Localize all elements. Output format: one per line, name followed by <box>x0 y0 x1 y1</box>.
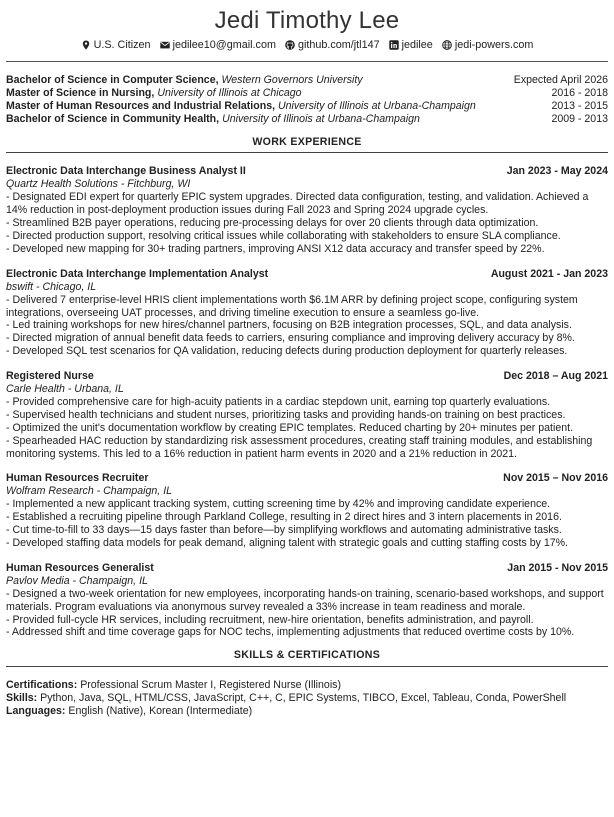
resume-name: Jedi Timothy Lee <box>214 7 400 34</box>
job-bullet: - Cut time-to-fill to 33 days—15 days faster than before—by simplifying workflows and automating administrative tasks. <box>6 524 562 537</box>
work-divider <box>6 152 608 153</box>
resume-page <box>0 8 614 817</box>
job-bullet: - Addressed shift and time coverage gaps for NOC techs, implementing adjustments that reduced overtime costs by 10%. <box>6 626 575 639</box>
location-icon <box>81 40 91 50</box>
job-bullet: - Led training workshops for new hires/channel partners, focusing on B2B integration processes, SQL, and data analysis. <box>6 319 572 332</box>
job-bullet: - Spearheaded HAC reduction by standardizing risk assessment procedures, creating staff training modules, and establishing monitoring systems. This led to a 16% reduction in patient harm events in 2020 and a 21% reduction in 2021. <box>6 434 593 460</box>
skills-row: Certifications: Professional Scrum Master I, Registered Nurse (Illinois) <box>6 679 341 692</box>
education-section <box>6 74 608 126</box>
skills-divider <box>6 666 608 667</box>
contact-github[interactable]: github.com/jtl147 <box>285 39 380 52</box>
header-divider <box>6 61 608 62</box>
job-dates: August 2021 - Jan 2023 <box>490 267 608 280</box>
job-entry <box>6 165 608 255</box>
job-entry <box>6 562 608 639</box>
job-bullet: - Streamlined B2B payer operations, reducing pre-processing delays for over 20 clients through data optimization. <box>6 217 539 230</box>
education-row: Master of Science in Nursing, University of Illinois at Chicago 2016 - 2018 <box>6 86 608 99</box>
job-bullet: - Designated EDI expert for quarterly EPIC system upgrades. Directed data configuration, testing, and validation. Achieved a 14% reduction in post-deployment production issues during Fall 2023 and Spring 2024 upgrade cycles. <box>6 191 589 217</box>
work-experience-heading: WORK EXPERIENCE <box>252 135 362 148</box>
contact-citizenship: U.S. Citizen <box>81 39 151 52</box>
job-entry <box>6 268 608 358</box>
job-bullet: - Provided full-cycle HR services, including recruitment, new-hire orientation, benefits administration, and payroll. <box>6 613 534 626</box>
job-bullet: - Established a recruiting pipeline through Parkland College, resulting in 2 direct hires and 3 intern placements in 2016. <box>6 511 562 524</box>
job-company: bswift - Chicago, IL <box>6 280 97 293</box>
skills-row: Skills: Python, Java, SQL, HTML/CSS, JavaScript, C++, C, EPIC Systems, TIBCO, Excel, Tableau, Conda, PowerShell <box>6 692 567 705</box>
job-dates: Dec 2018 – Aug 2021 <box>503 370 608 383</box>
job-company: Quartz Health Solutions - Fitchburg, WI <box>6 178 191 191</box>
job-company: Pavlov Media - Champaign, IL <box>6 574 148 587</box>
job-bullet: - Developed SQL test scenarios for QA validation, reducing defects during production deployment for quarterly releases. <box>6 345 568 358</box>
job-bullet: - Developed staffing data models for peak demand, aligning talent with strategic goals and cutting staffing costs by 17%. <box>6 537 569 549</box>
job-bullet: - Implemented a new applicant tracking system, cutting screening time by 42% and improving candidate experience. <box>6 498 551 511</box>
skills-section <box>6 679 608 718</box>
job-title: Electronic Data Interchange Implementation Analyst <box>6 267 269 280</box>
skills-heading: SKILLS & CERTIFICATIONS <box>233 649 381 662</box>
skills-row: Languages: English (Native), Korean (Intermediate) <box>6 705 253 718</box>
job-dates: Jan 2023 - May 2024 <box>506 165 608 178</box>
job-bullet: - Directed migration of annual benefit data feeds to carriers, ensuring compliance and improving delivery accuracy by 8%. <box>6 332 575 345</box>
job-bullet: - Supervised health technicians and student nurses, prioritizing tasks and providing hands-on training on best practices. <box>6 408 566 421</box>
job-title: Registered Nurse <box>6 370 94 383</box>
contact-linkedin[interactable]: jedilee <box>389 39 433 52</box>
job-dates: Jan 2015 - Nov 2015 <box>507 561 608 574</box>
job-entry <box>6 370 608 460</box>
job-bullet: - Directed production support, resolving critical issues while collaborating with stakeholders to ensure SLA compliance. <box>6 229 561 242</box>
job-bullet: - Delivered 7 enterprise-level HRIS client implementations worth $6.1M ARR by defining project scope, configuring system integrations, overseeing UAT processes, and driving timeline execution to ensure a seamless go-live. <box>6 293 578 319</box>
contact-bar <box>6 39 608 52</box>
linkedin-icon <box>389 40 399 50</box>
job-bullet: - Optimized the unit's documentation workflow by creating EPIC templates. Reduced charting by 20+ minutes per patient. <box>6 421 574 434</box>
contact-email[interactable]: jedilee10@gmail.com <box>160 39 276 52</box>
github-icon <box>285 40 295 50</box>
job-company: Carle Health - Urbana, IL <box>6 383 124 396</box>
job-title: Human Resources Generalist <box>6 561 154 574</box>
email-icon <box>160 40 170 50</box>
education-row: Bachelor of Science in Computer Science, Western Governors University Expected April 2026 <box>6 73 608 86</box>
education-row: Bachelor of Science in Community Health, University of Illinois at Urbana-Champaign 2009 - 2013 <box>6 112 608 125</box>
globe-icon <box>442 40 452 50</box>
job-bullet: - Designed a two-week orientation for new employees, incorporating hands-on training, scenario-based workshops, and support materials. Program evaluations via anonymous survey revealed a 33% increase in team readiness and morale. <box>6 587 604 613</box>
job-dates: Nov 2015 – Nov 2016 <box>503 472 608 485</box>
job-bullet: - Developed new mapping for 30+ trading partners, improving ANSI X12 data accuracy and transfer speed by 22%. <box>6 242 545 255</box>
job-entry <box>6 472 608 549</box>
job-company: Wolfram Research - Champaign, IL <box>6 485 173 498</box>
education-row: Master of Human Resources and Industrial Relations, University of Illinois at Urbana-Champaign 2013 - 2015 <box>6 99 608 112</box>
contact-website[interactable]: jedi-powers.com <box>442 39 534 52</box>
job-bullet: - Provided comprehensive care for high-acuity patients in a cardiac stepdown unit, earning top quarterly evaluations. <box>6 395 551 408</box>
job-title: Human Resources Recruiter <box>6 472 149 485</box>
job-title: Electronic Data Interchange Business Analyst II <box>6 165 246 178</box>
